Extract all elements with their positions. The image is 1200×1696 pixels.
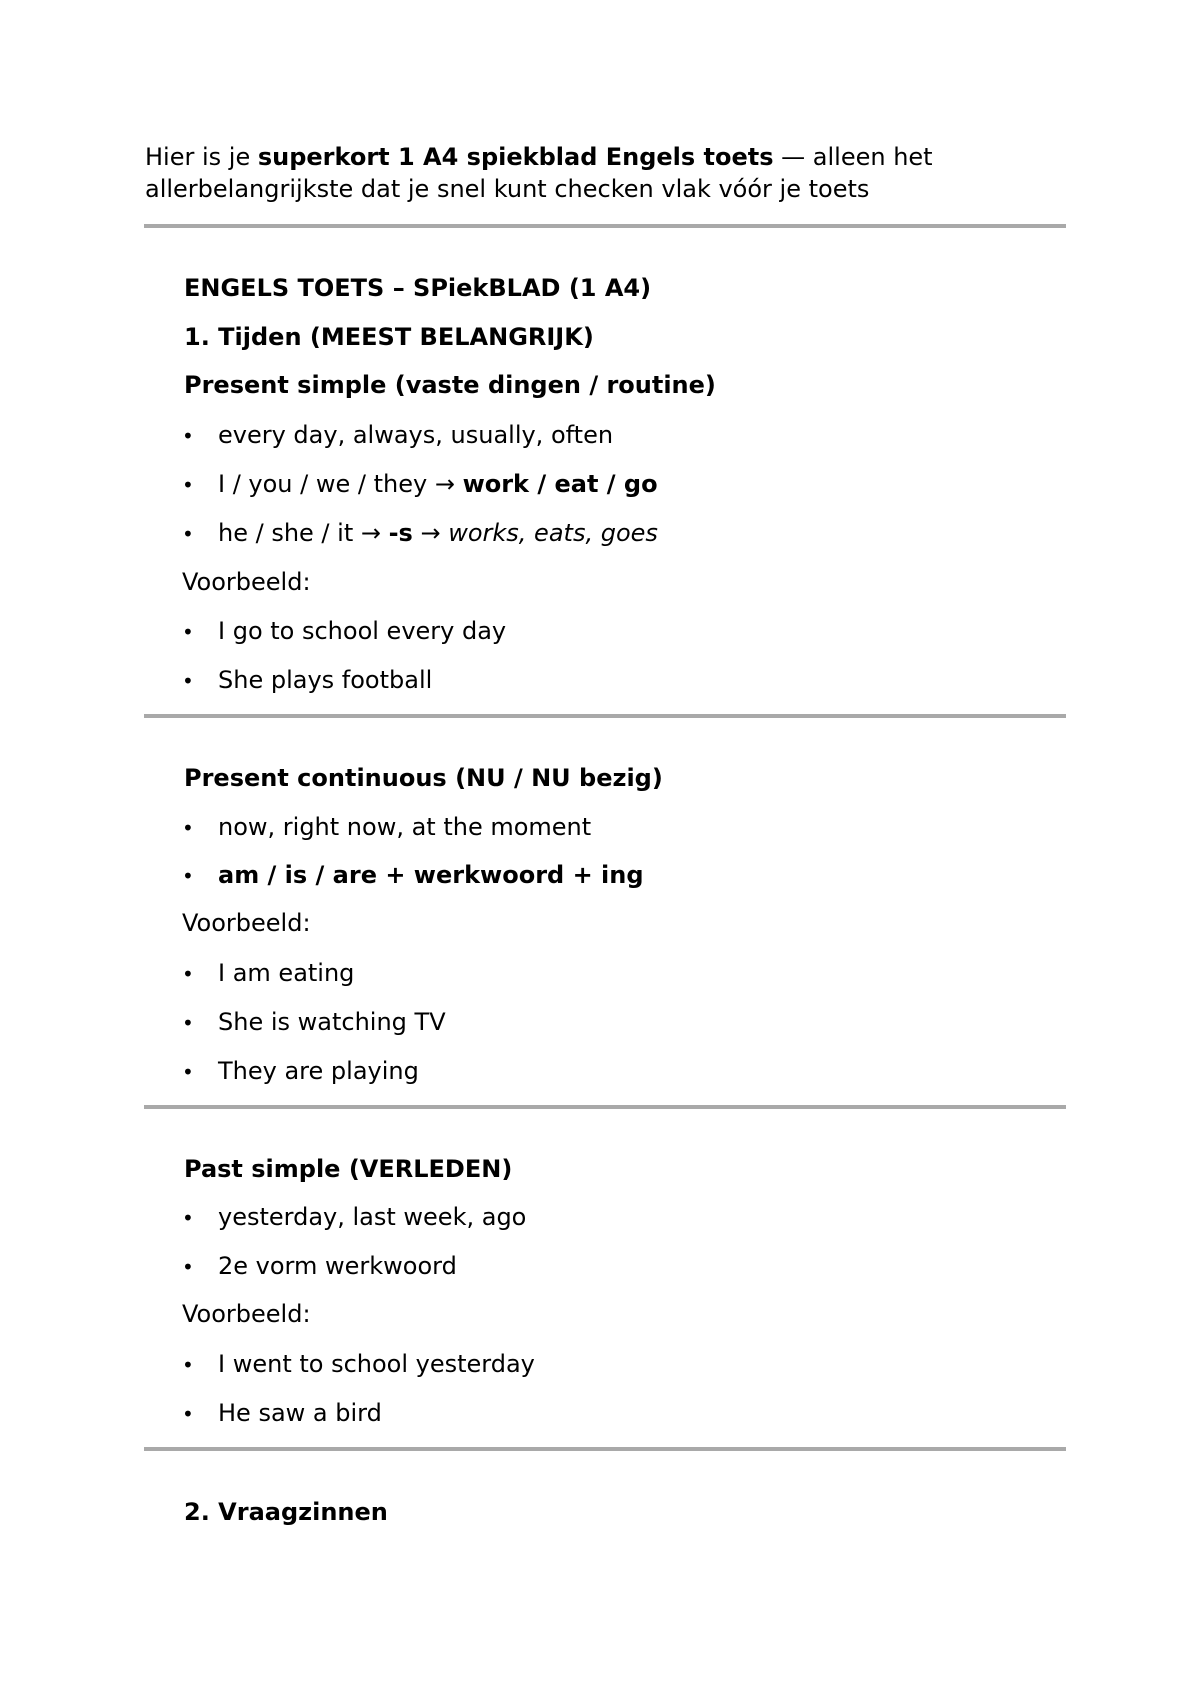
list-item-bold: work / eat / go — [462, 470, 658, 498]
list-item — [182, 812, 591, 843]
bullet-icon: • — [182, 522, 194, 546]
list-item-text: She plays football — [218, 666, 433, 694]
divider — [144, 224, 1066, 228]
heading-past-simple: Past simple (VERLEDEN) — [184, 1155, 513, 1183]
list-item — [182, 958, 354, 989]
list-item — [182, 1251, 457, 1282]
list-item-text: he / she / it → — [218, 519, 389, 547]
intro-text-end: — alleen het — [773, 143, 933, 171]
list-item-text: 2e vorm werkwoord — [218, 1252, 457, 1280]
list-item — [182, 1056, 419, 1087]
list-item-text: now, right now, at the moment — [218, 813, 592, 841]
intro-paragraph — [145, 141, 1065, 205]
list-item — [182, 1202, 526, 1233]
bullet-icon: • — [182, 424, 194, 448]
example-label: Voorbeeld: — [182, 568, 311, 596]
section-title-vraagzinnen: 2. Vraagzinnen — [184, 1498, 388, 1526]
divider — [144, 1105, 1066, 1109]
list-item — [182, 860, 644, 891]
divider — [144, 1447, 1066, 1451]
heading-present-simple: Present simple (vaste dingen / routine) — [184, 371, 716, 399]
heading-present-continuous: Present continuous (NU / NU bezig) — [184, 764, 663, 792]
bullet-icon: • — [182, 473, 194, 497]
list-item-text: I go to school every day — [218, 617, 507, 645]
list-item — [182, 665, 432, 696]
list-item-text: He saw a bird — [218, 1399, 382, 1427]
list-item-text: I went to school yesterday — [218, 1350, 535, 1378]
list-item — [182, 469, 658, 500]
list-item-text: She is watching TV — [218, 1008, 446, 1036]
list-item — [182, 420, 613, 451]
bullet-icon: • — [182, 816, 194, 840]
list-item-text: yesterday, last week, ago — [218, 1203, 527, 1231]
list-item-text: → — [412, 519, 449, 547]
list-item — [182, 616, 506, 647]
section-title-tijden: 1. Tijden (MEEST BELANGRIJK) — [184, 323, 594, 351]
list-item-bold: -s — [388, 519, 413, 547]
bullet-icon: • — [182, 962, 194, 986]
list-item — [182, 518, 658, 549]
bullet-icon: • — [182, 669, 194, 693]
bullet-icon: • — [182, 1353, 194, 1377]
list-item — [182, 1007, 446, 1038]
bullet-icon: • — [182, 1402, 194, 1426]
bullet-icon: • — [182, 864, 194, 888]
intro-bold-text: superkort 1 A4 spiekblad Engels toets — [257, 143, 774, 171]
list-item-text: I / you / we / they → — [218, 470, 463, 498]
list-item-text: They are playing — [218, 1057, 419, 1085]
list-item-italic: works, eats, goes — [448, 519, 658, 547]
bullet-icon: • — [182, 1255, 194, 1279]
example-label: Voorbeeld: — [182, 1300, 311, 1328]
bullet-icon: • — [182, 1011, 194, 1035]
list-item-text: every day, always, usually, often — [218, 421, 614, 449]
sheet-title: ENGELS TOETS – SPiekBLAD (1 A4) — [184, 274, 652, 302]
intro-text-line2: allerbelangrijkste dat je snel kunt checken vlak vóór je toets — [145, 175, 870, 203]
list-item — [182, 1398, 382, 1429]
example-label: Voorbeeld: — [182, 909, 311, 937]
list-item — [182, 1349, 535, 1380]
bullet-icon: • — [182, 1206, 194, 1230]
list-item-bold: am / is / are + werkwoord + ing — [218, 861, 644, 889]
list-item-text: I am eating — [218, 959, 355, 987]
bullet-icon: • — [182, 1060, 194, 1084]
divider — [144, 714, 1066, 718]
bullet-icon: • — [182, 620, 194, 644]
intro-text: Hier is je — [145, 143, 258, 171]
